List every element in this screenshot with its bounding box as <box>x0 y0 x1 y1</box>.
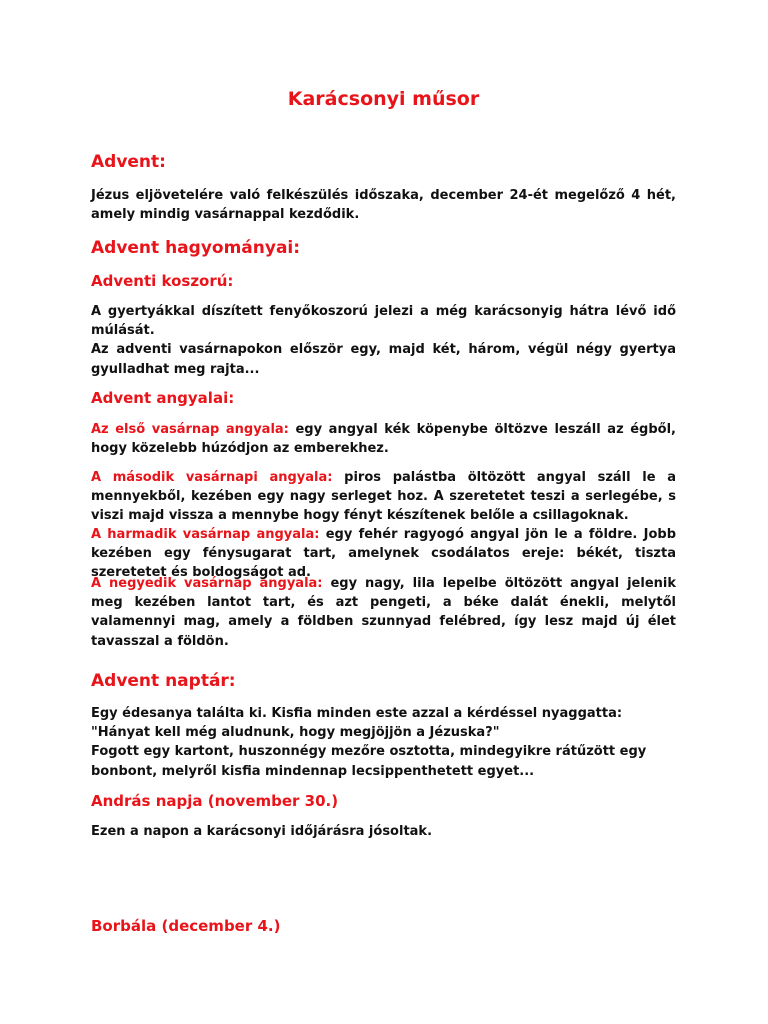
wreath-line-2: Az adventi vasárnapokon először egy, majd két, három, végül négy gyertya gyulladhat meg rajta... <box>91 342 676 377</box>
third-angel-label: A harmadik vasárnap angyala: <box>91 527 320 542</box>
calendar-line-1: Egy édesanya találta ki. Kisfia minden este azzal a kérdéssel nyaggatta: "Hányat kell még aludnunk, hogy megjöjjön a Jézuska?" <box>91 706 623 741</box>
wreath-paragraph <box>91 302 676 379</box>
first-angel-text: egy angyal kék köpenybe öltözve leszáll az égből, hogy közelebb húzódjon az emberekhez. <box>91 422 676 457</box>
calendar-line-2: Fogott egy kartont, huszonnégy mezőre osztotta, mindegyikre rátűzött egy bonbont, melyről kisfia mindennap lecsippenthetett egyet... <box>91 744 647 779</box>
traditions-heading: Advent hagyományai: <box>91 238 301 258</box>
page-title: Karácsonyi műsor <box>287 88 480 110</box>
borbala-heading: Borbála (december 4.) <box>91 917 281 935</box>
fourth-angel-paragraph <box>91 574 676 651</box>
advent-paragraph: Jézus eljövetelére való felkészülés időszaka, december 24-ét megelőző 4 hét, amely mindig vasárnappal kezdődik. <box>91 188 676 223</box>
fourth-angel-label: A negyedik vasárnap angyala: <box>91 576 323 591</box>
second-angel-paragraph <box>91 468 676 526</box>
calendar-heading: Advent naptár: <box>91 671 236 691</box>
second-angel-text: piros palástba öltözött angyal száll le a mennyekből, kezében egy nagy serleget hoz. A szeretetet teszi a serlegébe, s viszi majd vissza a mennybe hogy fényt készítenek belőle a csillagoknak. <box>91 470 676 524</box>
andras-paragraph: Ezen a napon a karácsonyi időjárásra jósoltak. <box>91 824 433 839</box>
first-angel-label: Az első vasárnap angyala: <box>91 422 289 437</box>
wreath-heading: Adventi koszorú: <box>91 272 234 290</box>
wreath-line-1: A gyertyákkal díszített fenyőkoszorú jelezi a még karácsonyig hátra lévő idő múlását. <box>91 304 676 339</box>
first-angel-paragraph <box>91 420 676 458</box>
calendar-paragraph <box>91 704 676 781</box>
angels-heading: Advent angyalai: <box>91 389 235 407</box>
fourth-angel-text: egy nagy, lila lepelbe öltözött angyal jelenik meg kezében lantot tart, és azt pengeti, a béke dalát énekli, melytől valamennyi mag, amely a földben szunnyad felébred, így lesz majd új élet tavasszal a földön. <box>91 576 676 649</box>
second-angel-label: A második vasárnapi angyala: <box>91 470 333 485</box>
advent-heading: Advent: <box>91 152 166 172</box>
andras-heading: András napja (november 30.) <box>91 792 339 810</box>
third-angel-text: egy fehér ragyogó angyal jön le a földre. Jobb kezében egy fénysugarat tart, amelynek csodálatos ereje: békét, tiszta szeretetet és boldogságot ad. <box>91 527 676 581</box>
